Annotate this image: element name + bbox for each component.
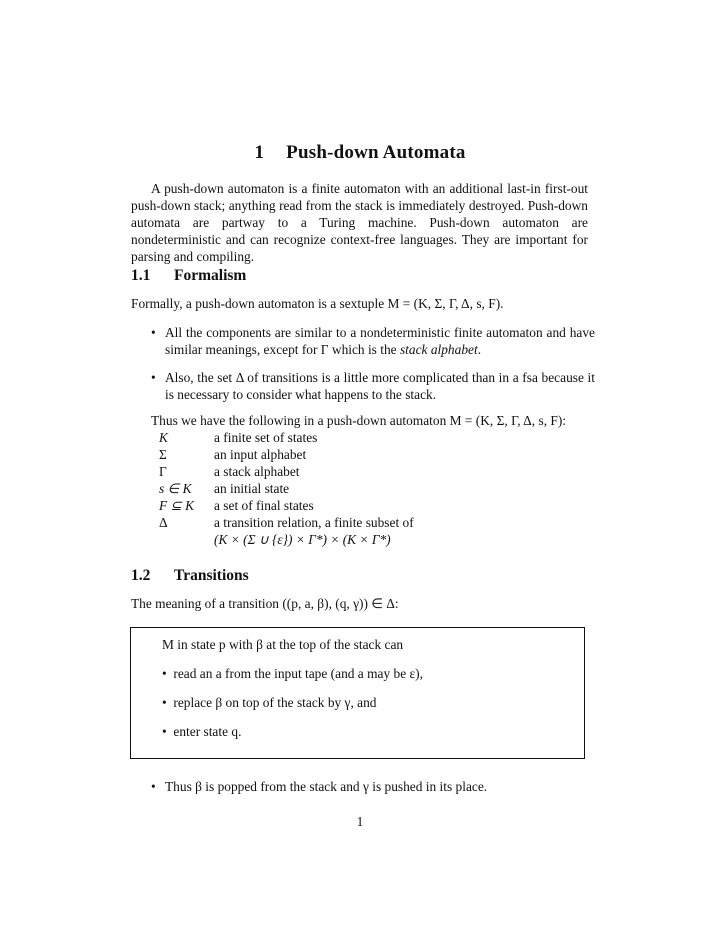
box-heading: M in state p with β at the top of the stack can [162,637,404,652]
box-item: • replace β on top of the stack by γ, and [162,695,377,710]
bullet-dot: • [151,370,156,385]
document-page: 1 Push-down Automata A push-down automaton is a finite automaton with an additional last-in first-out push-down stack; anything read from the stack is immediately destroyed. Push-down automata are partway to a Turing machine. Push-down automaton are nondeterministic and can recognize context-free languages. They are important for parsing and compiling. 1.1 Formalism Formally, a push-down automaton is a sextuple M = (K, Σ, Γ, Δ, s, F). • All the components are similar to a nondeterministic finite automaton and have similar meanings, except for Γ which is the stack alphabet. • Also, the set Δ of transitions is a little more complicated than in a fsa because it is necessary to consider what happens to the stack. Thus we have the following in a push-down automaton M = (K, Σ, Γ, Δ, s, F): K a finite set of states Σ an input alphabet Γ a stack alphabet s ∈ K an initial state F ⊆ K a set of final states Δ a transition relation, a finite subset of (K × (Σ ∪ {ε}) × Γ*) × (K × Γ*) 1.2 Transitions The meaning of a transition ((p, a, β), (q, γ)) ∈ Δ: M in state p with β at the top of the stack can • read an a from the input tape (and a may be ε), • replace β on top of the stack by γ, and • enter state q. • Thus β is popped from the stack and γ is pushed in its place. 1 [0,0,720,932]
transition-box [130,627,585,759]
section-1-2-heading [131,567,249,585]
bullet-dot: • [162,666,174,681]
formalism-bullet-2 [151,369,595,403]
section-1-1-heading [131,267,246,285]
box-item: • enter state q. [162,724,242,739]
bullet-2-text: Also, the set Δ of transitions is a little more complicated than in a fsa because it is necessary to consider what happens to the stack. [165,370,595,402]
bullet-1-emphasis: stack alphabet [399,342,478,357]
section-1-number: 1 [254,142,265,163]
bullet-dot: • [162,695,174,710]
formalism-bullet-1 [151,324,595,358]
bullet-dot: • [151,779,156,794]
final-bullet [151,778,595,795]
box-item: • read an a from the input tape (and a may be ε), [162,666,423,681]
transitions-lead: The meaning of a transition ((p, a, β), (q, γ)) ∈ Δ: [131,596,399,611]
bullet-1-text: All the components are similar to a nondeterministic finite automaton and have similar meanings, except for Γ which is the [165,325,595,357]
section-1-title: Push-down Automata [286,142,466,163]
intro-paragraph: A push-down automaton is a finite automaton with an additional last-in first-out push-down stack; anything read from the stack is immediately destroyed. Push-down automata are partway to a Turing machine. Push-down automaton are nondeterministic and can recognize context-free languages. They are important for parsing and compiling. [131,181,588,264]
section-1-1-number: 1.1 [131,267,151,284]
section-1-1-title: Formalism [174,267,247,284]
bullet-dot: • [151,325,156,340]
section-1-2-number: 1.2 [131,567,151,584]
formalism-lead: Formally, a push-down automaton is a sextuple M = (K, Σ, Γ, Δ, s, F). [131,296,504,311]
thus-line: Thus we have the following in a push-down automaton M = (K, Σ, Γ, Δ, s, F): [151,413,567,428]
bullet-dot: • [162,724,174,739]
final-bullet-text: Thus β is popped from the stack and γ is pushed in its place. [165,779,488,794]
page-number: 1 [356,814,364,829]
section-1-2-title: Transitions [174,567,249,584]
bullet-1-end: . [477,342,482,357]
section-1-heading [0,142,720,164]
